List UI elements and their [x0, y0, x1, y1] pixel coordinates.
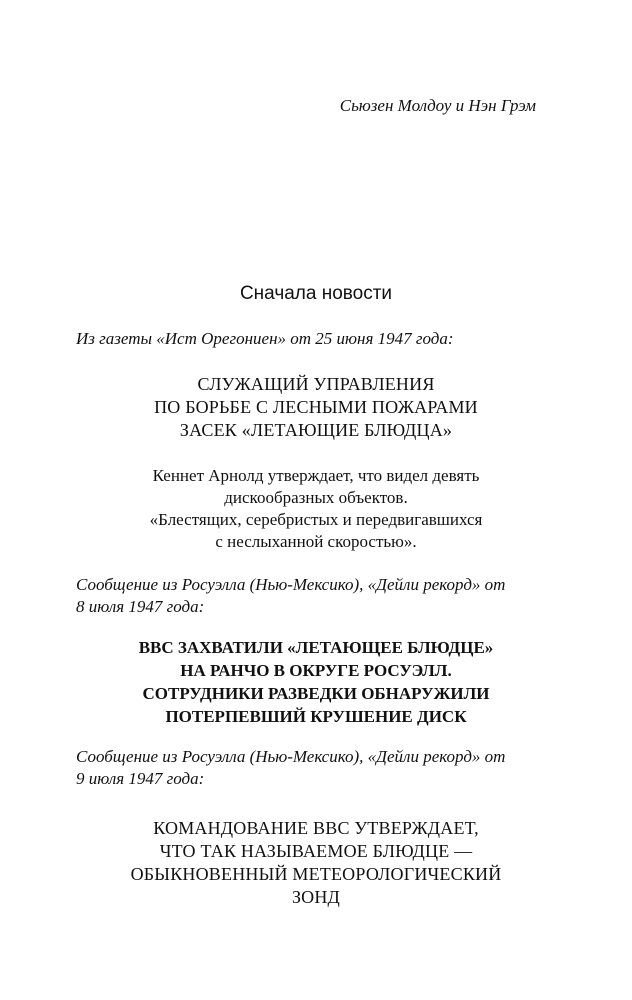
source-3-line: 9 июля 1947 года:	[76, 769, 205, 788]
source-2-line: Сообщение из Росуэлла (Нью-Мексико), «Дейли рекорд» от	[76, 575, 506, 594]
source-line-2	[76, 574, 536, 618]
headline-3-line: ЗОНД	[291, 887, 341, 907]
section-title: Сначала новости	[239, 283, 393, 304]
paragraph-1-line: «Блестящих, серебристых и передвигавшихся	[149, 510, 483, 529]
headline-1	[40, 373, 592, 442]
paragraph-1-line: Кеннет Арнолд утверждает, что видел девять	[152, 466, 480, 485]
paragraph-1	[40, 465, 592, 553]
headline-1-line: СЛУЖАЩИЙ УПРАВЛЕНИЯ	[197, 374, 435, 394]
source-1-text: Из газеты «Ист Орегониен» от 25 июня 1947 года:	[76, 329, 454, 348]
headline-1-line: ЗАСЕК «ЛЕТАЮЩИЕ БЛЮДЦА»	[179, 420, 453, 440]
source-2-line: 8 июля 1947 года:	[76, 597, 205, 616]
author-line: Сьюзен Молдоу и Нэн Грэм	[339, 96, 536, 115]
paragraph-1-line: дискообразных объектов.	[224, 488, 408, 507]
headline-3	[40, 817, 592, 909]
headline-3-line: ОБЫКНОВЕННЫЙ МЕТЕОРОЛОГИЧЕСКИЙ	[130, 864, 502, 884]
headline-2-line: ВВС ЗАХВАТИЛИ «ЛЕТАЮЩЕЕ БЛЮДЦЕ»	[138, 638, 494, 657]
source-3-line: Сообщение из Росуэлла (Нью-Мексико), «Дейли рекорд» от	[76, 747, 506, 766]
headline-3-line: ЧТО ТАК НАЗЫВАЕМОЕ БЛЮДЦЕ —	[159, 841, 473, 861]
paragraph-1-line: с неслыханной скоростью».	[215, 532, 417, 551]
headline-2-line: СОТРУДНИКИ РАЗВЕДКИ ОБНАРУЖИЛИ	[142, 684, 490, 703]
headline-2	[40, 636, 592, 728]
headline-2-line: НА РАНЧО В ОКРУГЕ РОСУЭЛЛ.	[180, 661, 452, 680]
source-line-1	[76, 328, 536, 350]
source-line-3	[76, 746, 536, 790]
headline-3-line: КОМАНДОВАНИЕ ВВС УТВЕРЖДАЕТ,	[153, 818, 479, 838]
headline-2-line: ПОТЕРПЕВШИЙ КРУШЕНИЕ ДИСК	[165, 707, 467, 726]
headline-1-line: ПО БОРЬБЕ С ЛЕСНЫМИ ПОЖАРАМИ	[154, 397, 478, 417]
